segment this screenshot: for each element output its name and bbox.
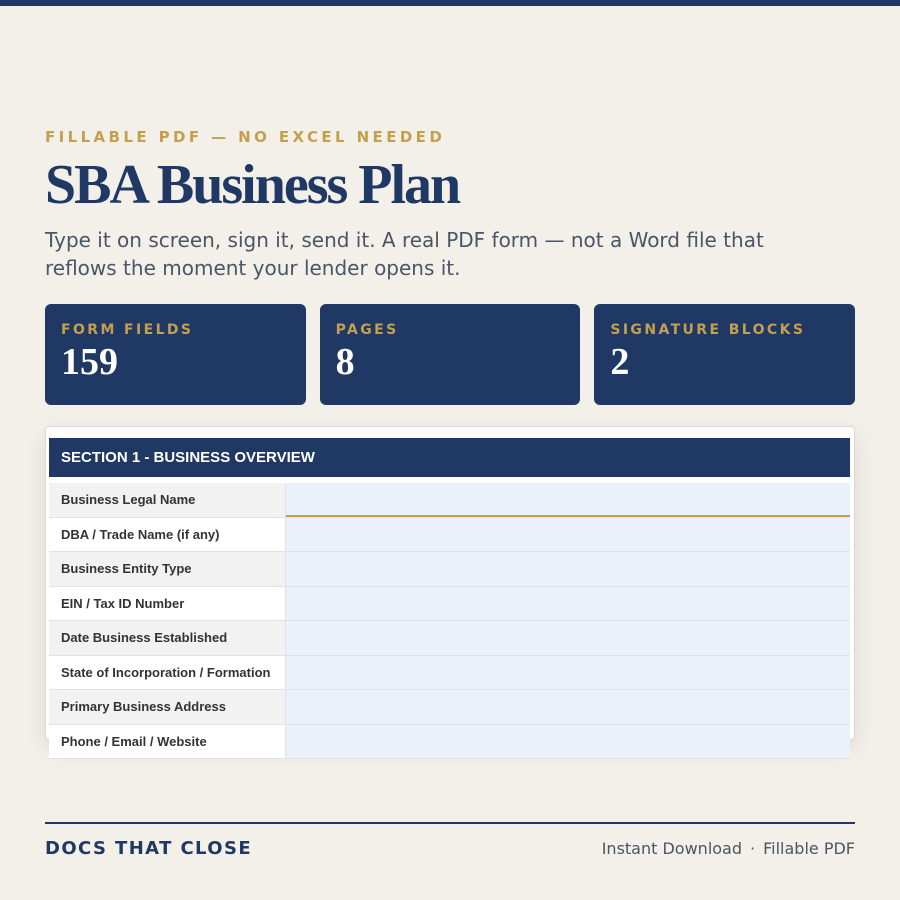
field-label: Business Entity Type [49, 552, 286, 586]
top-accent-bar [0, 0, 900, 6]
stat-label: FORM FIELDS [61, 322, 194, 338]
ein-field[interactable] [286, 587, 850, 621]
field-label: Phone / Email / Website [49, 725, 286, 759]
field-label: Date Business Established [49, 621, 286, 655]
fillable-pdf-tag: Fillable PDF [763, 839, 855, 858]
form-row [49, 518, 850, 553]
page-title: SBA Business Plan [45, 154, 460, 216]
state-of-incorporation-field[interactable] [286, 656, 850, 690]
form-row [49, 725, 850, 760]
primary-address-field[interactable] [286, 690, 850, 724]
stat-card-form-fields [45, 304, 306, 405]
stat-value: 159 [61, 341, 118, 383]
form-row [49, 552, 850, 587]
eyebrow-text: FILLABLE PDF — NO EXCEL NEEDED [45, 128, 446, 146]
stat-value: 2 [610, 341, 630, 383]
page-subtitle: Type it on screen, sign it, send it. A real PDF form — not a Word file that reflows the moment your lender opens it. [45, 228, 764, 280]
field-label: DBA / Trade Name (if any) [49, 518, 286, 552]
form-preview-card [45, 426, 855, 749]
field-label: EIN / Tax ID Number [49, 587, 286, 621]
tag-separator: · [750, 839, 756, 858]
field-label: State of Incorporation / Formation [49, 656, 286, 690]
dba-trade-name-field[interactable] [286, 518, 850, 552]
field-label: Primary Business Address [49, 690, 286, 724]
business-entity-type-field[interactable] [286, 552, 850, 586]
field-label: Business Legal Name [49, 483, 286, 517]
date-established-field[interactable] [286, 621, 850, 655]
footer-tags [602, 839, 855, 858]
stat-card-signature-blocks [594, 304, 855, 405]
form-row [49, 587, 850, 622]
footer-divider [45, 822, 855, 824]
form-row [49, 656, 850, 691]
form-row [49, 621, 850, 656]
form-rows [49, 483, 850, 759]
form-row [49, 690, 850, 725]
stat-value: 8 [335, 341, 355, 383]
instant-download-tag: Instant Download [601, 839, 743, 858]
stat-card-pages [320, 304, 581, 405]
stat-label: PAGES [335, 322, 399, 338]
business-legal-name-field[interactable] [286, 483, 850, 517]
brand-name: DOCS THAT CLOSE [45, 838, 253, 859]
section-header: SECTION 1 - BUSINESS OVERVIEW [49, 438, 850, 477]
stat-label: SIGNATURE BLOCKS [610, 322, 806, 338]
contact-info-field[interactable] [286, 725, 850, 759]
stats-row [45, 304, 855, 405]
form-row [49, 483, 850, 518]
